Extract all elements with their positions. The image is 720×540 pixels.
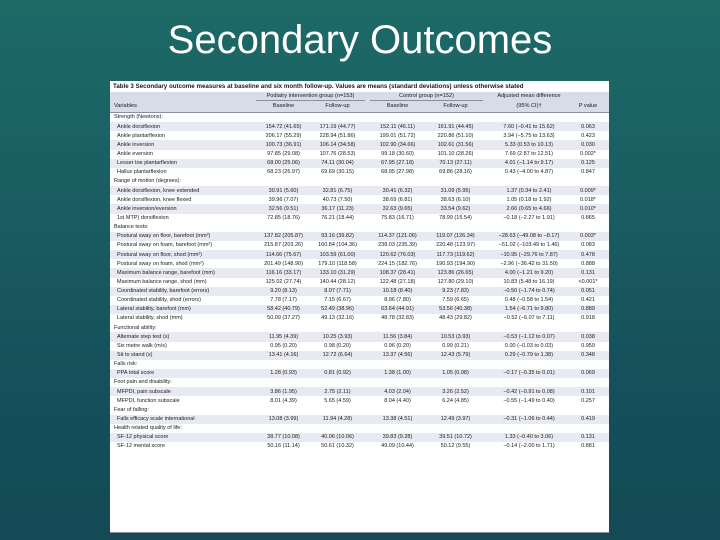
row-label: Lateral stability, barefoot (mm) — [117, 306, 191, 313]
podiatry-baseline-header: Baseline — [272, 103, 295, 109]
podiatry-followup-cell: 40.73 (7.50) — [322, 196, 353, 203]
control-followup-cell: 127.80 (29.10) — [437, 278, 474, 285]
control-followup-cell: 7.59 (6.65) — [442, 297, 469, 304]
control-followup-cell: 161.91 (44.45) — [437, 123, 474, 130]
section-label: Fear of falling: — [114, 406, 149, 413]
table-row — [110, 259, 609, 268]
adjusted-difference-cell: 4.01 (−1.14 to 9.17) — [504, 160, 554, 167]
control-followup-cell: 53.56 (40.38) — [439, 306, 472, 313]
control-followup-cell: 3.26 (2.52) — [442, 388, 469, 395]
control-followup-cell: 220.86 (51.10) — [437, 132, 474, 139]
table-row — [110, 131, 609, 140]
table-row — [110, 332, 609, 341]
control-followup-cell: 10.53 (3.93) — [440, 333, 471, 340]
control-followup-cell: 78.99 (15.54) — [439, 214, 472, 221]
control-followup-cell: 33.54 (9.62) — [440, 205, 471, 212]
podiatry-followup-cell: 7.15 (6.67) — [324, 297, 351, 304]
section-label: Health related quality of life: — [114, 425, 182, 432]
slide-title: Secondary Outcomes — [167, 18, 553, 62]
pvalue-cell: <0.001* — [578, 278, 598, 285]
pvalue-cell: 0.423 — [581, 132, 595, 139]
table-row — [110, 296, 609, 305]
row-label: Ankle inversion — [117, 141, 155, 148]
podiatry-followup-cell: 8.07 (7.71) — [324, 288, 351, 295]
table-column-header — [110, 101, 609, 113]
adjusted-difference-cell: 1.54 (−6.71 to 9.80) — [504, 306, 554, 313]
control-baseline-header: Baseline — [386, 103, 409, 109]
table-body — [110, 113, 609, 451]
control-followup-header: Follow-up — [443, 103, 468, 109]
podiatry-followup-cell: 103.59 (61.00) — [319, 251, 356, 258]
podiatry-followup-cell: 40.06 (10.06) — [321, 434, 354, 441]
control-followup-cell: 70.13 (27.11) — [439, 160, 472, 167]
table-row — [110, 442, 609, 451]
row-label: Ankle plantarflexion — [117, 132, 166, 139]
pvalue-cell: 0.131 — [581, 434, 595, 441]
control-baseline-cell: 75.83 (16.71) — [381, 214, 414, 221]
control-followup-cell: 220.48 (123.97) — [436, 242, 475, 249]
podiatry-baseline-cell: 100.73 (36.91) — [265, 141, 302, 148]
table-section-row — [110, 323, 609, 332]
table-row — [110, 204, 609, 213]
pvalue-cell: 0.889 — [581, 306, 595, 313]
table-row — [110, 287, 609, 296]
control-followup-cell: 48.43 (29.82) — [439, 315, 472, 322]
adjusted-difference-cell: 0.29 (−0.79 to 1.38) — [504, 352, 554, 359]
control-followup-cell: 190.93 (194.90) — [436, 260, 475, 267]
pvalue-cell: 0.131 — [581, 269, 595, 276]
table-caption-text: Secondary outcome measures at baseline and six month follow-up. Values are means (standard deviations) unless otherwise stated — [135, 83, 524, 90]
podiatry-followup-cell: 11.94 (4.28) — [322, 416, 353, 423]
table-row — [110, 241, 609, 250]
podiatry-followup-cell: 5.65 (4.59) — [324, 397, 351, 404]
table-section-row — [110, 223, 609, 232]
control-baseline-cell: 102.90 (34.66) — [379, 141, 416, 148]
podiatry-baseline-cell: 97.85 (29.08) — [267, 150, 300, 157]
pvalue-cell: 0.002* — [580, 150, 596, 157]
adjusted-difference-cell: 0.43 (−4.00 to 4.87) — [504, 169, 554, 176]
pvalue-cell: 0.257 — [581, 397, 595, 404]
row-label: Ankle inversion/eversion — [117, 205, 177, 212]
podiatry-baseline-cell: 125.02 (27.74) — [265, 278, 302, 285]
adjusted-header-line2: (95% CI)† — [516, 103, 542, 109]
podiatry-baseline-cell: 72.85 (18.76) — [267, 214, 300, 221]
row-label: Ankle eversion — [117, 150, 154, 157]
table-row — [110, 415, 609, 424]
podiatry-followup-cell: 52.49 (38.96) — [321, 306, 354, 313]
control-followup-cell: 123.86 (26.65) — [437, 269, 474, 276]
row-label: PPA total score — [117, 370, 155, 377]
control-baseline-cell: 63.64 (44.91) — [381, 306, 414, 313]
podiatry-baseline-cell: 39.96 (7.07) — [268, 196, 299, 203]
podiatry-baseline-cell: 154.72 (41.65) — [265, 123, 302, 130]
control-followup-cell: 50.12 (9.55) — [440, 443, 471, 450]
podiatry-baseline-cell: 1.28 (0.93) — [270, 370, 297, 377]
adjusted-difference-cell: 7.60 (−0.41 to 15.62) — [503, 123, 555, 130]
podiatry-followup-cell: 0.81 (0.92) — [324, 370, 351, 377]
control-baseline-cell: 30.41 (6.32) — [382, 187, 413, 194]
adjusted-difference-cell: 10.83 (5.48 to 16.19) — [503, 278, 555, 285]
table-row — [110, 369, 609, 378]
section-label: Functional ability: — [114, 324, 157, 331]
adjusted-difference-cell: −0.14 (−2.00 to 1.71) — [503, 443, 555, 450]
podiatry-followup-cell: 32.81 (6.75) — [322, 187, 353, 194]
pvalue-cell: 0.125 — [581, 160, 595, 167]
control-baseline-cell: 32.63 (9.65) — [382, 205, 413, 212]
adjusted-difference-cell: −0.31 (−1.06 to 0.44) — [503, 416, 555, 423]
pvalue-cell: 0.959 — [581, 342, 595, 349]
podiatry-baseline-cell: 50.16 (11.14) — [267, 443, 300, 450]
podiatry-group-header: Podiatry intervention group (n=153) — [266, 93, 355, 99]
control-baseline-cell: 67.95 (27.18) — [381, 160, 414, 167]
podiatry-followup-header: Follow-up — [325, 103, 350, 109]
podiatry-followup-cell: 140.44 (28.12) — [319, 278, 356, 285]
row-label: Lesser toe plantarflexion — [117, 160, 177, 167]
table-section-row — [110, 424, 609, 433]
adjusted-difference-cell: 7.69 (2.87 to 12.51) — [504, 150, 553, 157]
row-label: Ankle dorsiflexion, knee extended — [117, 187, 200, 194]
control-followup-cell: 69.86 (28.16) — [439, 169, 472, 176]
control-baseline-cell: 4.03 (2.04) — [384, 388, 411, 395]
podiatry-baseline-cell: 201.49 (148.90) — [264, 260, 303, 267]
podiatry-baseline-cell: 0.95 (0.20) — [270, 342, 297, 349]
control-baseline-cell: 49.09 (10.44) — [381, 443, 414, 450]
table-row — [110, 433, 609, 442]
control-followup-cell: 38.63 (6.10) — [440, 196, 471, 203]
table-row — [110, 186, 609, 195]
control-baseline-cell: 13.38 (4.51) — [382, 416, 413, 423]
table-row — [110, 195, 609, 204]
podiatry-baseline-cell: 11.95 (4.39) — [268, 333, 299, 340]
control-followup-cell: 117.73 (119.62) — [436, 251, 475, 258]
podiatry-baseline-cell: 32.56 (9.51) — [268, 205, 299, 212]
podiatry-baseline-cell: 58.42 (40.79) — [267, 306, 300, 313]
control-followup-cell: 1.05 (0.98) — [442, 370, 469, 377]
table-row — [110, 314, 609, 323]
control-baseline-cell: 152.11 (46.11) — [380, 123, 415, 130]
table-row — [110, 396, 609, 405]
table-section-row — [110, 113, 609, 122]
row-label: Postural sway on foam, shod (mm²) — [117, 260, 204, 267]
row-label: Ankle dorsiflexion — [117, 123, 161, 130]
podiatry-followup-cell: 228.94 (51.86) — [319, 132, 356, 139]
podiatry-followup-cell: 160.84 (104.36) — [318, 242, 357, 249]
adjusted-difference-cell: −0.53 (−1.12 to 0.07) — [503, 333, 555, 340]
table-row — [110, 140, 609, 149]
table-row — [110, 122, 609, 131]
pvalue-cell: 0.030 — [581, 141, 595, 148]
pvalue-cell: 0.348 — [581, 352, 595, 359]
pvalue-cell: 0.419 — [581, 416, 595, 423]
podiatry-baseline-cell: 116.16 (33.17) — [265, 269, 302, 276]
outcome-table — [110, 81, 609, 533]
control-baseline-cell: 122.48 (27.18) — [379, 278, 416, 285]
control-baseline-cell: 0.96 (0.20) — [384, 342, 411, 349]
row-label: Maximum balance range, barefoot (mm) — [117, 269, 215, 276]
podiatry-followup-cell: 10.25 (3.93) — [322, 333, 353, 340]
table-row — [110, 387, 609, 396]
table-row — [110, 150, 609, 159]
section-label: Balance tests: — [114, 224, 149, 231]
pvalue-cell: 0.018* — [580, 196, 596, 203]
adjusted-difference-cell: 0.00 (−0.03 to 0.03) — [504, 342, 554, 349]
section-label: Falls risk: — [114, 361, 138, 368]
control-baseline-cell: 68.95 (27.98) — [381, 169, 414, 176]
table-row — [110, 232, 609, 241]
pvalue-cell: 0.038 — [581, 333, 595, 340]
table-group-header — [110, 92, 609, 101]
row-label: SF-12 physical score — [117, 434, 169, 441]
control-baseline-cell: 108.37 (28.41) — [379, 269, 416, 276]
pvalue-cell: 0.881 — [581, 443, 595, 450]
control-followup-cell: 0.99 (0.21) — [442, 342, 469, 349]
podiatry-followup-cell: 12.72 (6.64) — [322, 352, 353, 359]
adjusted-difference-cell: 1.37 (0.34 to 2.41) — [506, 187, 552, 194]
row-label: Six metre walk (m/s) — [117, 342, 167, 349]
row-label: MFPDI, pain subscale — [117, 388, 171, 395]
control-followup-cell: 12.49 (3.97) — [440, 416, 471, 423]
podiatry-followup-cell: 49.13 (32.16) — [321, 315, 354, 322]
section-label: Range of motion (degrees): — [114, 178, 181, 185]
podiatry-baseline-cell: 13.08 (3.99) — [268, 416, 299, 423]
adjusted-difference-cell: −28.63 (−49.08 to −8.17) — [498, 233, 560, 240]
podiatry-baseline-cell: 9.20 (8.13) — [270, 288, 297, 295]
pvalue-cell: 0.003* — [580, 233, 596, 240]
row-label: Hallux plantarflexion — [117, 169, 167, 176]
row-label: Coordinated stability, barefoot (errors) — [117, 288, 210, 295]
adjusted-difference-cell: −51.02 (−103.49 to 1.46) — [498, 242, 560, 249]
adjusted-header-line1: Adjusted mean difference — [497, 93, 561, 99]
control-followup-cell: 31.09 (5.95) — [440, 187, 471, 194]
control-baseline-cell: 99.18 (30.60) — [381, 150, 414, 157]
row-label: Falls efficacy scale international — [117, 416, 195, 423]
pvalue-cell: 0.083 — [581, 242, 595, 249]
podiatry-followup-cell: 171.19 (44.77) — [319, 123, 356, 130]
pvalue-header: P value — [578, 103, 598, 109]
podiatry-followup-cell: 0.98 (0.20) — [324, 342, 351, 349]
adjusted-difference-cell: −0.55 (−1.49 to 0.40) — [503, 397, 555, 404]
table-section-row — [110, 378, 609, 387]
podiatry-followup-cell: 93.16 (39.82) — [321, 233, 354, 240]
adjusted-difference-cell: −2.96 (−36.42 to 31.50) — [500, 260, 558, 267]
podiatry-followup-cell: 107.76 (28.53) — [319, 150, 356, 157]
control-baseline-cell: 199.01 (51.72) — [379, 132, 416, 139]
adjusted-difference-cell: −0.17 (−0.35 to 0.01) — [503, 370, 555, 377]
podiatry-baseline-cell: 13.41 (4.16) — [268, 352, 299, 359]
control-baseline-cell: 8.96 (7.80) — [384, 297, 411, 304]
pvalue-cell: 0.865 — [581, 214, 595, 221]
table-row — [110, 351, 609, 360]
adjusted-difference-cell: 1.33 (−0.40 to 3.06) — [504, 434, 554, 441]
adjusted-difference-cell: 3.94 (−5.75 to 13.63) — [503, 132, 555, 139]
control-followup-cell: 6.24 (4.85) — [442, 397, 469, 404]
adjusted-difference-cell: 5.33 (0.53 to 10.13) — [504, 141, 553, 148]
podiatry-baseline-cell: 206.17 (55.29) — [265, 132, 302, 139]
adjusted-difference-cell: −0.42 (−0.91 to 0.08) — [503, 388, 555, 395]
control-baseline-cell: 13.37 (4.56) — [382, 352, 413, 359]
table-row — [110, 268, 609, 277]
control-group-header: Control group (n=152) — [399, 93, 454, 99]
adjusted-difference-cell: 2.66 (0.65 to 4.66) — [506, 205, 552, 212]
control-followup-cell: 9.23 (7.83) — [442, 288, 469, 295]
control-followup-cell: 119.07 (126.34) — [436, 233, 475, 240]
row-label: Coordinated stability, shod (errors) — [117, 297, 201, 304]
control-baseline-cell: 11.56 (3.84) — [382, 333, 413, 340]
row-label: Postural sway on foam, barefoot (mm²) — [117, 242, 213, 249]
variables-header: Variables — [114, 103, 137, 109]
podiatry-followup-cell: 74.11 (30.04) — [321, 160, 354, 167]
podiatry-baseline-cell: 3.86 (1.95) — [270, 388, 297, 395]
control-baseline-cell: 1.38 (1.00) — [384, 370, 411, 377]
row-label: Ankle dorsiflexion, knee flexed — [117, 196, 192, 203]
podiatry-followup-cell: 2.75 (2.11) — [324, 388, 351, 395]
adjusted-difference-cell: 1.05 (0.18 to 1.92) — [506, 196, 552, 203]
row-label: Sit to stand (s) — [117, 352, 153, 359]
control-baseline-cell: 238.03 (235.39) — [378, 242, 417, 249]
pvalue-cell: 0.421 — [581, 297, 595, 304]
podiatry-baseline-cell: 50.09 (37.27) — [267, 315, 300, 322]
podiatry-baseline-cell: 68.00 (25.06) — [267, 160, 300, 167]
table-row — [110, 214, 609, 223]
podiatry-followup-cell: 50.61 (10.32) — [321, 443, 354, 450]
pvalue-cell: 0.069 — [581, 370, 595, 377]
control-baseline-cell: 38.69 (6.81) — [382, 196, 413, 203]
control-followup-cell: 102.61 (31.56) — [437, 141, 474, 148]
podiatry-followup-cell: 179.10 (118.58) — [318, 260, 357, 267]
row-label: Postural sway on floor, shod (mm²) — [117, 251, 202, 258]
table-row — [110, 168, 609, 177]
adjusted-difference-cell: 4.00 (−1.21 to 9.20) — [504, 269, 554, 276]
pvalue-cell: 0.010* — [580, 205, 596, 212]
control-baseline-cell: 48.78 (32.83) — [381, 315, 414, 322]
podiatry-baseline-cell: 30.91 (5.60) — [268, 187, 299, 194]
row-label: MFPDI, function subscale — [117, 397, 180, 404]
control-baseline-cell: 8.04 (4.40) — [384, 397, 411, 404]
table-row — [110, 305, 609, 314]
table-row — [110, 342, 609, 351]
pvalue-cell: 0.009* — [580, 187, 596, 194]
podiatry-baseline-cell: 68.23 (26.97) — [267, 169, 300, 176]
control-followup-cell: 101.10 (28.26) — [437, 150, 474, 157]
table-caption-label: Table 3 — [113, 83, 134, 90]
pvalue-cell: 0.847 — [581, 169, 595, 176]
podiatry-followup-cell: 36.17 (11.23) — [321, 205, 354, 212]
control-baseline-cell: 120.62 (76.03) — [379, 251, 416, 258]
table-caption — [110, 81, 609, 92]
table-section-row — [110, 406, 609, 415]
table-section-row — [110, 177, 609, 186]
control-baseline-cell: 114.37 (121.06) — [378, 233, 417, 240]
control-followup-cell: 39.51 (10.72) — [439, 434, 472, 441]
row-label: SF-12 mental score — [117, 443, 165, 450]
podiatry-baseline-cell: 215.87 (203.26) — [264, 242, 303, 249]
podiatry-followup-cell: 76.21 (18.44) — [321, 214, 354, 221]
podiatry-followup-cell: 106.14 (34.58) — [319, 141, 356, 148]
table-row — [110, 159, 609, 168]
podiatry-baseline-cell: 114.66 (75.67) — [265, 251, 302, 258]
row-label: Alternate step test (s) — [117, 333, 170, 340]
table-bottom-rule — [110, 532, 609, 533]
control-baseline-cell: 10.18 (8.40) — [382, 288, 413, 295]
section-label: Strength (Newtons): — [114, 114, 163, 121]
pvalue-cell: 0.918 — [581, 315, 595, 322]
row-label: Postural sway on floor, barefoot (mm²) — [117, 233, 211, 240]
podiatry-followup-cell: 69.69 (30.15) — [321, 169, 354, 176]
table-row — [110, 278, 609, 287]
table-section-row — [110, 360, 609, 369]
row-label: Maximum balance range, shod (mm) — [117, 278, 207, 285]
section-label: Foot pain and disability: — [114, 379, 172, 386]
podiatry-followup-cell: 133.10 (31.29) — [319, 269, 356, 276]
table-row — [110, 250, 609, 259]
adjusted-difference-cell: −0.18 (−2.27 to 1.91) — [503, 214, 555, 221]
podiatry-baseline-cell: 38.77 (10.08) — [267, 434, 300, 441]
pvalue-cell: 0.051 — [581, 288, 595, 295]
row-label: Lateral stability, shod (mm) — [117, 315, 183, 322]
adjusted-difference-cell: −10.95 (−29.76 to 7.87) — [500, 251, 558, 258]
control-baseline-cell: 39.83 (9.28) — [382, 434, 413, 441]
podiatry-baseline-cell: 8.01 (4.39) — [270, 397, 297, 404]
row-label: 1st MTP) dorsiflexion — [117, 214, 169, 221]
pvalue-cell: 0.888 — [581, 260, 595, 267]
podiatry-baseline-cell: 7.78 (7.17) — [270, 297, 297, 304]
adjusted-difference-cell: −0.50 (−1.74 to 0.74) — [503, 288, 555, 295]
control-baseline-cell: 224.15 (182.76) — [378, 260, 417, 267]
podiatry-baseline-cell: 137.82 (205.87) — [264, 233, 303, 240]
pvalue-cell: 0.063 — [581, 123, 595, 130]
control-followup-cell: 12.43 (5.79) — [440, 352, 471, 359]
adjusted-difference-cell: 0.48 (−0.58 to 1.54) — [504, 297, 554, 304]
pvalue-cell: 0.101 — [581, 388, 595, 395]
adjusted-difference-cell: −0.52 (−6.07 to 7.11) — [503, 315, 555, 322]
pvalue-cell: 0.478 — [581, 251, 595, 258]
